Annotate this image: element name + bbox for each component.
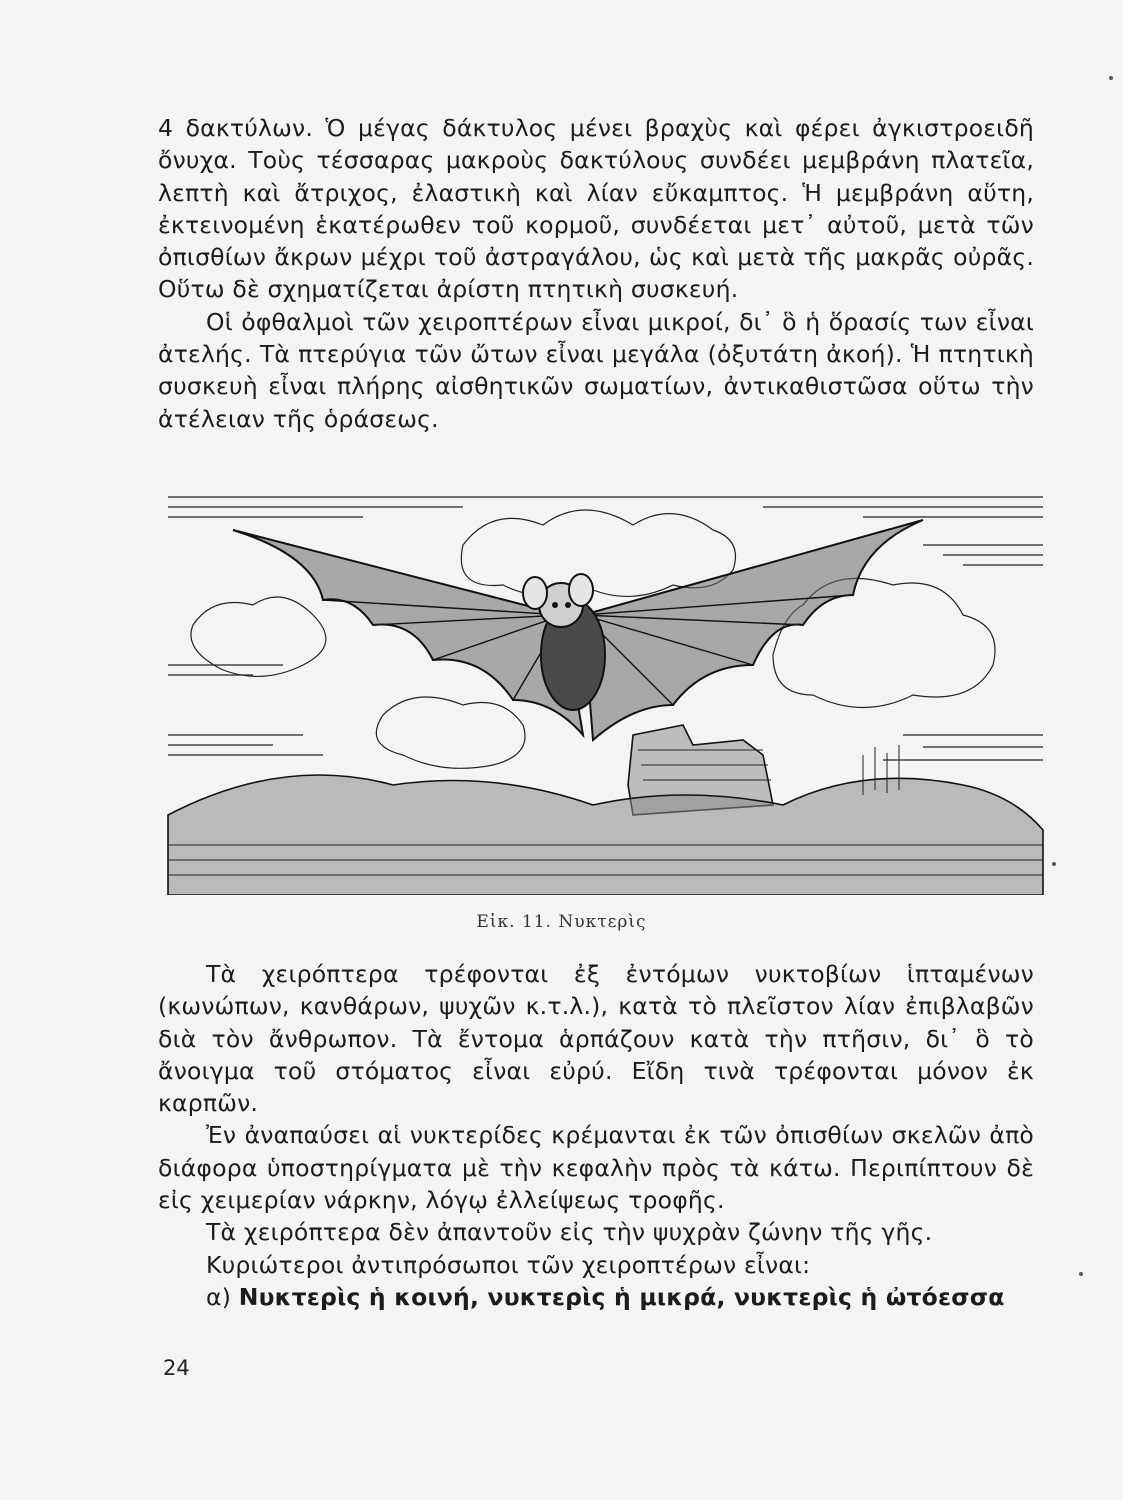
species-names: Νυκτερὶς ἡ κοινή, νυκτερὶς ἡ μικρά, νυκτερὶς ἡ ὠτόεσσα xyxy=(238,1282,1005,1311)
paragraph: Ἐν ἀναπαύσει αἱ νυκτερίδες κρέμανται ἐκ τῶν ὀπισθίων σκελῶν ἀπὸ διάφορα ὑποστηρίγματα μὲ τὴν κεφαλὴν πρὸς τὰ κάτω. Περιπίπτουν δὲ εἰς χειμερίαν νάρκην, λόγῳ ἐλλείψεως τροφῆς. xyxy=(158,1121,1034,1215)
scan-speck xyxy=(1109,76,1113,80)
text-block-bottom xyxy=(158,958,1034,1313)
paragraph: 4 δακτύλων. Ὁ μέγας δάκτυλος μένει βραχὺς καὶ φέρει ἀγκιστροειδῆ ὄνυχα. Τοὺς τέσσαρας μακροὺς δακτύλους συνδέει μεμβράνη πλατεῖα, λεπτὴ καὶ ἄτριχος, ἐλαστικὴ καὶ λίαν εὔκαμπτος. Ἡ μεμβράνη αὕτη, ἐκτεινομένη ἑκατέρωθεν τοῦ κορμοῦ, συνδέεται μετ᾽ αὐτοῦ, μετὰ τῶν ὀπισθίων ἄκρων μέχρι τοῦ ἀστραγάλου, ὡς καὶ μετὰ τῆς μακρᾶς οὐρᾶς. Οὕτω δὲ σχηματίζεται ἀρίστη πτητικὴ συσκευή. xyxy=(158,114,1034,304)
paragraph: Τὰ χειρόπτερα τρέφονται ἐξ ἐντόμων νυκτοβίων ἱπταμένων (κωνώπων, κανθάρων, ψυχῶν κ.τ.λ.), κατὰ τὸ πλεῖστον λίαν ἐπιβλαβῶν διὰ τὸν ἄνθρωπον. Τὰ ἔντομα ἁρπάζουν κατὰ τὴν πτῆσιν, δι᾽ ὃ τὸ ἄνοιγμα τοῦ στόματος εἶναι εὐρύ. Εἴδη τινὰ τρέφονται μόνον ἐκ καρπῶν. xyxy=(158,960,1034,1118)
page-number: 24 xyxy=(163,1356,190,1380)
bat-illustration xyxy=(163,485,1048,895)
paragraph: Τὰ χειρόπτερα δὲν ἀπαντοῦν εἰς τὴν ψυχρὰν ζώνην τῆς γῆς. xyxy=(206,1218,933,1247)
scan-speck xyxy=(1052,862,1056,866)
figure-caption: Εἰκ. 11. Νυκτερὶς xyxy=(476,912,647,932)
list-item-a xyxy=(158,1281,1034,1313)
text-block-top xyxy=(158,112,1034,435)
list-marker: α) xyxy=(206,1282,232,1311)
paragraph: Οἱ ὀφθαλμοὶ τῶν χειροπτέρων εἶναι μικροί, δι᾽ ὃ ἡ ὅρασίς των εἶναι ἀτελής. Τὰ πτερύγια τῶν ὤτων εἶναι μεγάλα (ὀξυτάτη ἀκοή). Ἡ πτητικὴ συσκευὴ εἶναι πλήρης αἰσθητικῶν σωματίων, ἀντικαθιστῶσα οὕτω τὴν ἀτέλειαν τῆς ὁράσεως. xyxy=(158,307,1034,433)
scan-speck xyxy=(1079,1272,1083,1276)
paragraph: Κυριώτεροι ἀντιπρόσωποι τῶν χειροπτέρων εἶναι: xyxy=(206,1250,811,1279)
